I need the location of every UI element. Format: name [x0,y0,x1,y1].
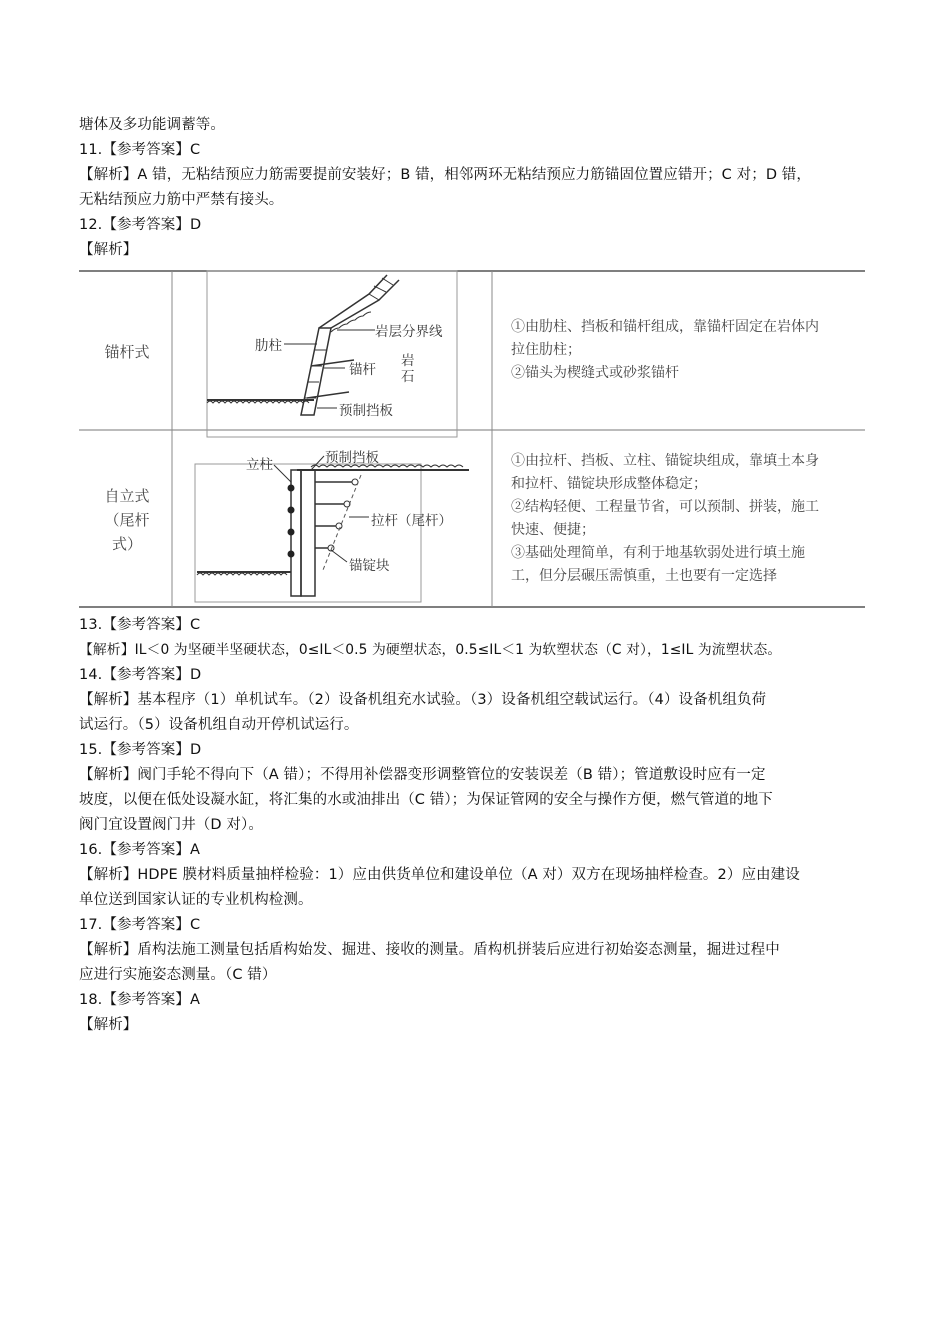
document-body-lower [79,613,885,1038]
label-panel: 预制挡板 [339,403,393,419]
row2-type-line2: （尾杆 [104,511,150,529]
row1-description [511,316,863,385]
label-rib: 肋柱 [255,338,282,354]
q13-answer: 13.【参考答案】C [79,617,201,633]
row2-desc-line: ①由拉杆、挡板、立柱、锚锭块组成，靠填土本身 [511,453,819,469]
q16-analysis-cont: 单位送到国家认证的专业机构检测。 [79,892,313,908]
q11-analysis: 【解析】A 错，无粘结预应力筋需要提前安装好；B 错，相邻两环无粘结预应力筋锚固位置应错开；C 对；D 错， [79,167,811,183]
row2-desc-line: 和拉杆、锚锭块形成整体稳定； [511,476,707,492]
label-tie-rod: 拉杆（尾杆） [371,513,452,529]
q16-analysis: 【解析】HDPE 膜材料质量抽样检验：1）应由供货单位和建设单位（A 对）双方在现场抽样检查。2）应由建设 [79,867,800,883]
q15-analysis: 【解析】阀门手轮不得向下（A 错）；不得用补偿器变形调整管位的安装误差（B 错）；管道敷设时应有一定 [79,767,766,783]
row2-type-line1: 自立式 [104,487,150,505]
q18-answer: 18.【参考答案】A [79,992,200,1008]
row1-desc-line: 拉住肋柱； [511,342,581,358]
q12-answer: 12.【参考答案】D [79,217,202,233]
document-body [79,113,885,263]
row2-type-line3: 式） [111,535,142,553]
label-anchor-block: 锚锭块 [349,558,390,574]
row2-desc-line: 快速、便捷； [511,522,595,538]
label-rock-line: 岩层分界线 [375,324,443,340]
q18-analysis: 【解析】 [79,1017,138,1033]
label-post: 立柱 [246,457,273,473]
row1-desc-line: ②锚头为楔缝式或砂浆锚杆 [511,365,679,381]
q11-analysis-cont: 无粘结预应力筋中严禁有接头。 [79,192,284,208]
row2-description [511,450,863,588]
q14-answer: 14.【参考答案】D [79,667,202,683]
q14-analysis: 【解析】基本程序（1）单机试车。（2）设备机组充水试验。（3）设备机组空载试运行。（4）设备机组负荷 [79,692,767,708]
q13-analysis: 【解析】IL＜0 为坚硬半坚硬状态，0≤IL＜0.5 为硬塑状态，0.5≤IL＜1 为软塑状态（C 对），1≤IL 为流塑状态。 [79,642,782,658]
row1-type: 锚杆式 [104,343,150,361]
label-panel-2: 预制挡板 [325,450,379,466]
q15-analysis-cont: 坡度，以便在低处设凝水缸，将汇集的水或油排出（C 错）；为保证管网的安全与操作方便，燃气管道的地下 [79,792,773,808]
row1-desc-line: ①由肋柱、挡板和锚杆组成，靠锚杆固定在岩体内 [511,319,819,335]
row2-desc-line: 工，但分层碾压需慎重，土也要有一定选择 [511,568,777,584]
q15-answer: 15.【参考答案】D [79,742,202,758]
q17-analysis-cont: 应进行实施姿态测量。（C 错） [79,967,277,983]
q15-analysis-cont: 阀门宜设置阀门井（D 对）。 [79,817,263,833]
q17-analysis: 【解析】盾构法施工测量包括盾构始发、掘进、接收的测量。盾构机拼装后应进行初始姿态测量，掘进过程中 [79,942,780,958]
retaining-wall-table [79,270,865,608]
label-anchor: 锚杆 [349,362,376,378]
q12-analysis: 【解析】 [79,242,138,258]
q17-answer: 17.【参考答案】C [79,917,201,933]
label-rock-2: 石 [401,369,415,385]
top-text: 塘体及多功能调蓄等。 [79,117,225,133]
q14-analysis-cont: 试运行。（5）设备机组自动开停机试运行。 [79,717,359,733]
row2-desc-line: ②结构轻便、工程量节省，可以预制、拼装，施工 [511,499,819,515]
row2-desc-line: ③基础处理简单，有利于地基软弱处进行填土施 [511,545,805,561]
q11-answer: 11.【参考答案】C [79,142,201,158]
q16-answer: 16.【参考答案】A [79,842,200,858]
label-rock-1: 岩 [401,353,415,369]
